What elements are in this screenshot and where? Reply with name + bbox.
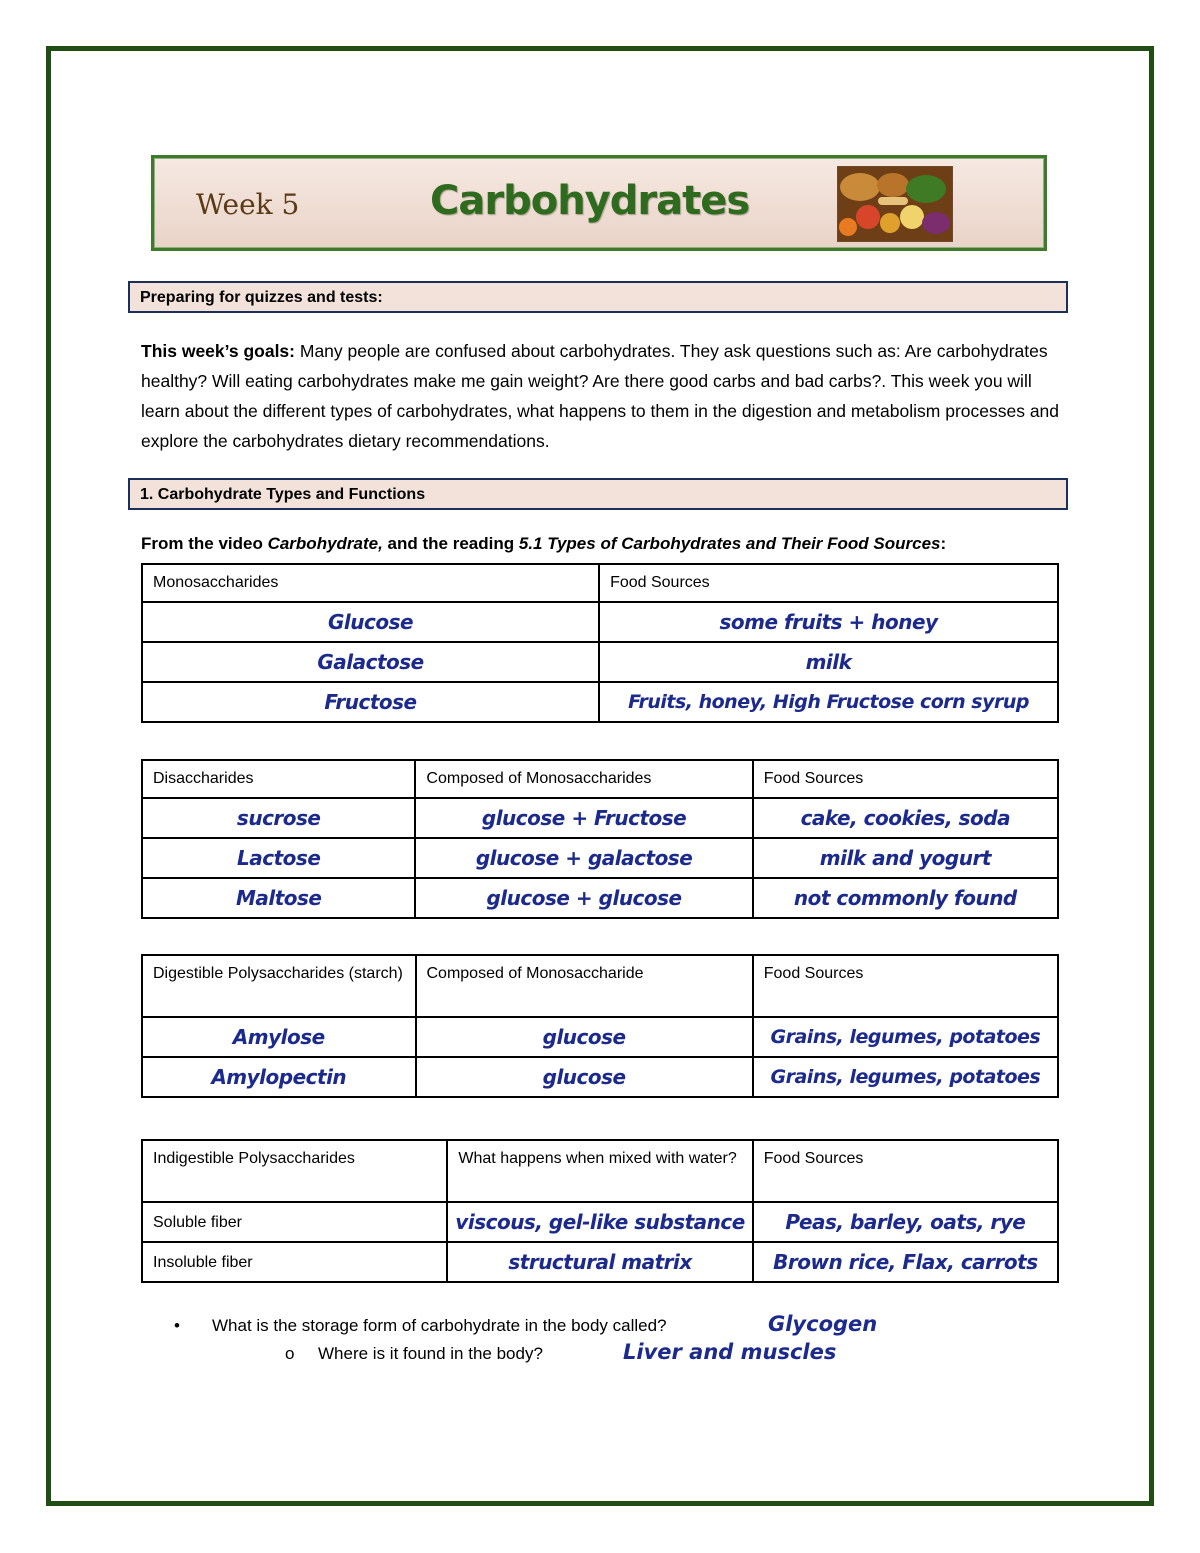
- bullet-marker: •: [174, 1316, 180, 1335]
- intro-video-title: Carbohydrate,: [267, 534, 383, 553]
- answer-storage-form: Glycogen: [768, 1312, 878, 1336]
- table-header-cell: Food Sources: [599, 564, 1058, 602]
- table-header-cell: What happens when mixed with water?: [447, 1140, 752, 1202]
- food-photo: [837, 166, 953, 242]
- monosaccharides-table: [141, 563, 1059, 723]
- answer-cell: cake, cookies, soda: [753, 798, 1058, 838]
- table-header-cell: Disaccharides: [142, 760, 415, 798]
- section-intro: [141, 534, 946, 554]
- table-header-cell: Digestible Polysaccharides (starch): [142, 955, 416, 1017]
- answer-cell: Grains, legumes, potatoes: [753, 1057, 1058, 1097]
- table-header-cell: Composed of Monosaccharide: [416, 955, 753, 1017]
- answer-cell: glucose + Fructose: [415, 798, 752, 838]
- table-header-row: [142, 760, 1058, 798]
- answer-cell: glucose: [416, 1057, 753, 1097]
- answer-cell: structural matrix: [447, 1242, 752, 1282]
- answer-cell: Brown rice, Flax, carrots: [753, 1242, 1058, 1282]
- table-header-cell: Composed of Monosaccharides: [415, 760, 752, 798]
- answer-cell: Amylopectin: [142, 1057, 416, 1097]
- answer-cell: viscous, gel-like substance: [447, 1202, 752, 1242]
- section-heading-types: 1. Carbohydrate Types and Functions: [128, 478, 1068, 510]
- answer-cell: glucose: [416, 1017, 753, 1057]
- answer-cell: Maltose: [142, 878, 415, 918]
- indigestible-polysaccharides-table: [141, 1139, 1059, 1283]
- answer-cell: glucose + galactose: [415, 838, 752, 878]
- answer-cell: Glucose: [142, 602, 599, 642]
- answer-cell: Peas, barley, oats, rye: [753, 1202, 1058, 1242]
- table-header-cell: Monosaccharides: [142, 564, 599, 602]
- answer-cell: Amylose: [142, 1017, 416, 1057]
- table-header-cell: Food Sources: [753, 760, 1058, 798]
- table-header-cell: Food Sources: [753, 955, 1058, 1017]
- disaccharides-table: [141, 759, 1059, 919]
- table-row: [142, 1242, 1058, 1282]
- row-label-cell: Insoluble fiber: [142, 1242, 447, 1282]
- goals-label: This week’s goals:: [141, 341, 295, 361]
- table-header-cell: Food Sources: [753, 1140, 1058, 1202]
- intro-text-a: From the video: [141, 534, 268, 553]
- week-banner: [151, 155, 1047, 251]
- answer-cell: Fruits, honey, High Fructose corn syrup: [599, 682, 1058, 722]
- answer-cell: Lactose: [142, 838, 415, 878]
- question-location: Where is it found in the body?: [318, 1344, 543, 1363]
- table-header-row: [142, 1140, 1058, 1202]
- intro-text-c: and the reading: [382, 534, 519, 553]
- goals-text: Many people are confused about carbohydrates. They ask questions such as: Are carbohydrates healthy? Will eating carbohydrates make me gain weight? Are there good carbs and bad carbs?. This week you will learn about the different types of carbohydrates, what happens to them in the digestion and metabolism processes and explore the carbohydrates dietary recommendations.: [141, 341, 1060, 451]
- table-row: [142, 1017, 1058, 1057]
- answer-cell: some fruits + honey: [599, 602, 1058, 642]
- banner-week: Week 5: [196, 188, 300, 221]
- answer-cell: milk and yogurt: [753, 838, 1058, 878]
- answer-cell: Galactose: [142, 642, 599, 682]
- answer-cell: Fructose: [142, 682, 599, 722]
- table-header-cell: Indigestible Polysaccharides: [142, 1140, 447, 1202]
- goals-paragraph: [141, 336, 1061, 456]
- intro-text-e: :: [940, 534, 947, 553]
- table-header-row: [142, 564, 1058, 602]
- answer-cell: sucrose: [142, 798, 415, 838]
- table-row: [142, 1057, 1058, 1097]
- table-row: [142, 798, 1058, 838]
- table-row: [142, 602, 1058, 642]
- table-row: [142, 878, 1058, 918]
- answer-cell: not commonly found: [753, 878, 1058, 918]
- table-row: [142, 642, 1058, 682]
- answer-cell: milk: [599, 642, 1058, 682]
- sub-bullet-marker: o: [285, 1344, 295, 1363]
- answer-cell: Grains, legumes, potatoes: [753, 1017, 1058, 1057]
- table-row: [142, 838, 1058, 878]
- section-heading-prep: Preparing for quizzes and tests:: [128, 281, 1068, 313]
- table-row: [142, 1202, 1058, 1242]
- intro-reading-title: 5.1 Types of Carbohydrates and Their Food Sources: [518, 534, 941, 553]
- table-header-row: [142, 955, 1058, 1017]
- table-row: [142, 682, 1058, 722]
- row-label-cell: Soluble fiber: [142, 1202, 447, 1242]
- question-storage-form: What is the storage form of carbohydrate in the body called?: [212, 1316, 667, 1335]
- answer-cell: glucose + glucose: [415, 878, 752, 918]
- digestible-polysaccharides-table: [141, 954, 1059, 1098]
- answer-location: Liver and muscles: [623, 1340, 837, 1364]
- banner-title: Carbohydrates: [430, 178, 750, 224]
